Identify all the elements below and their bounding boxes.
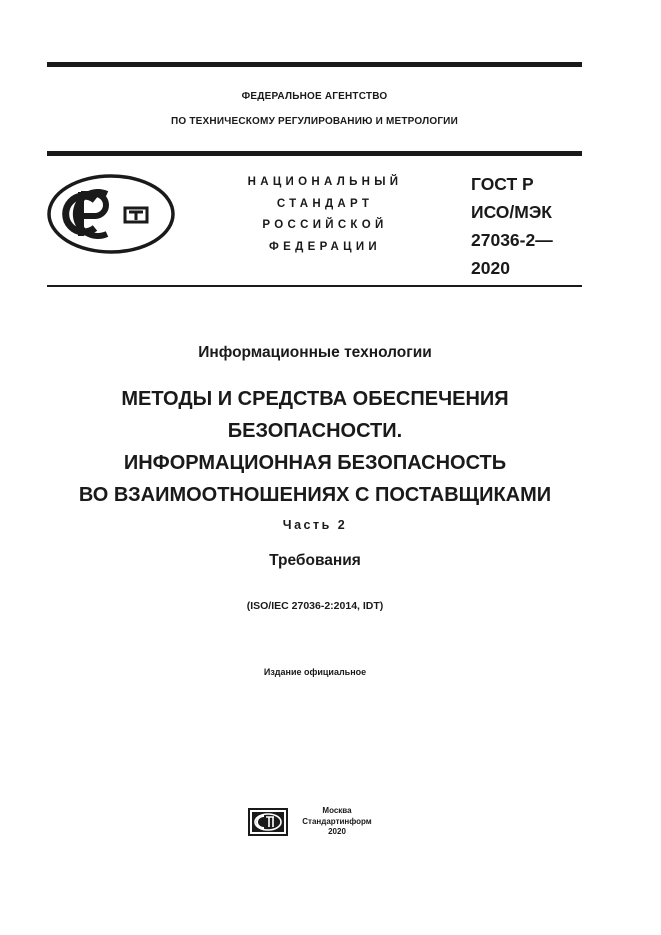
designation-line: 2020	[471, 258, 510, 278]
national-line: РОССИЙСКОЙ	[262, 219, 388, 231]
part-title: Требования	[269, 552, 361, 569]
edition-note: Издание официальное	[263, 667, 367, 677]
rst-logo-icon	[47, 174, 175, 254]
standard-designation	[471, 170, 591, 282]
publisher-info	[297, 806, 377, 838]
title-line: БЕЗОПАСНОСТИ.	[227, 420, 403, 442]
document-subtitle: Информационные технологии	[198, 344, 432, 361]
title-line: МЕТОДЫ И СРЕДСТВА ОБЕСПЕЧЕНИЯ	[121, 388, 509, 410]
designation-line: ИСО/МЭК	[471, 202, 552, 222]
designation-line: ГОСТ Р	[471, 174, 534, 194]
designation-line: 27036-2—	[471, 230, 553, 250]
agency-name-line2: ПО ТЕХНИЧЕСКОМУ РЕГУЛИРОВАНИЮ И МЕТРОЛОГИИ	[171, 116, 458, 127]
national-line: НАЦИОНАЛЬНЫЙ	[247, 176, 403, 188]
top-rule	[47, 62, 582, 67]
title-line: ВО ВЗАИМООТНОШЕНИЯХ С ПОСТАВЩИКАМИ	[78, 484, 552, 506]
part-number: Часть 2	[282, 518, 348, 532]
publication-year: 2020	[328, 827, 346, 836]
national-standard-label	[225, 172, 425, 258]
document-title	[0, 383, 630, 511]
publisher-name: Стандартинформ	[302, 816, 372, 826]
standartinform-logo-icon	[248, 808, 288, 836]
national-line: СТАНДАРТ	[276, 197, 374, 210]
publisher-city: Москва	[322, 806, 352, 815]
national-line: ФЕДЕРАЦИИ	[269, 240, 381, 253]
header-rule	[47, 151, 582, 156]
iso-reference: (ISO/IEC 27036-2:2014, IDT)	[246, 600, 384, 612]
standard-block-rule	[47, 285, 582, 287]
title-line: ИНФОРМАЦИОННАЯ БЕЗОПАСНОСТЬ	[123, 452, 507, 474]
agency-name-line1: ФЕДЕРАЛЬНОЕ АГЕНТСТВО	[241, 91, 388, 102]
